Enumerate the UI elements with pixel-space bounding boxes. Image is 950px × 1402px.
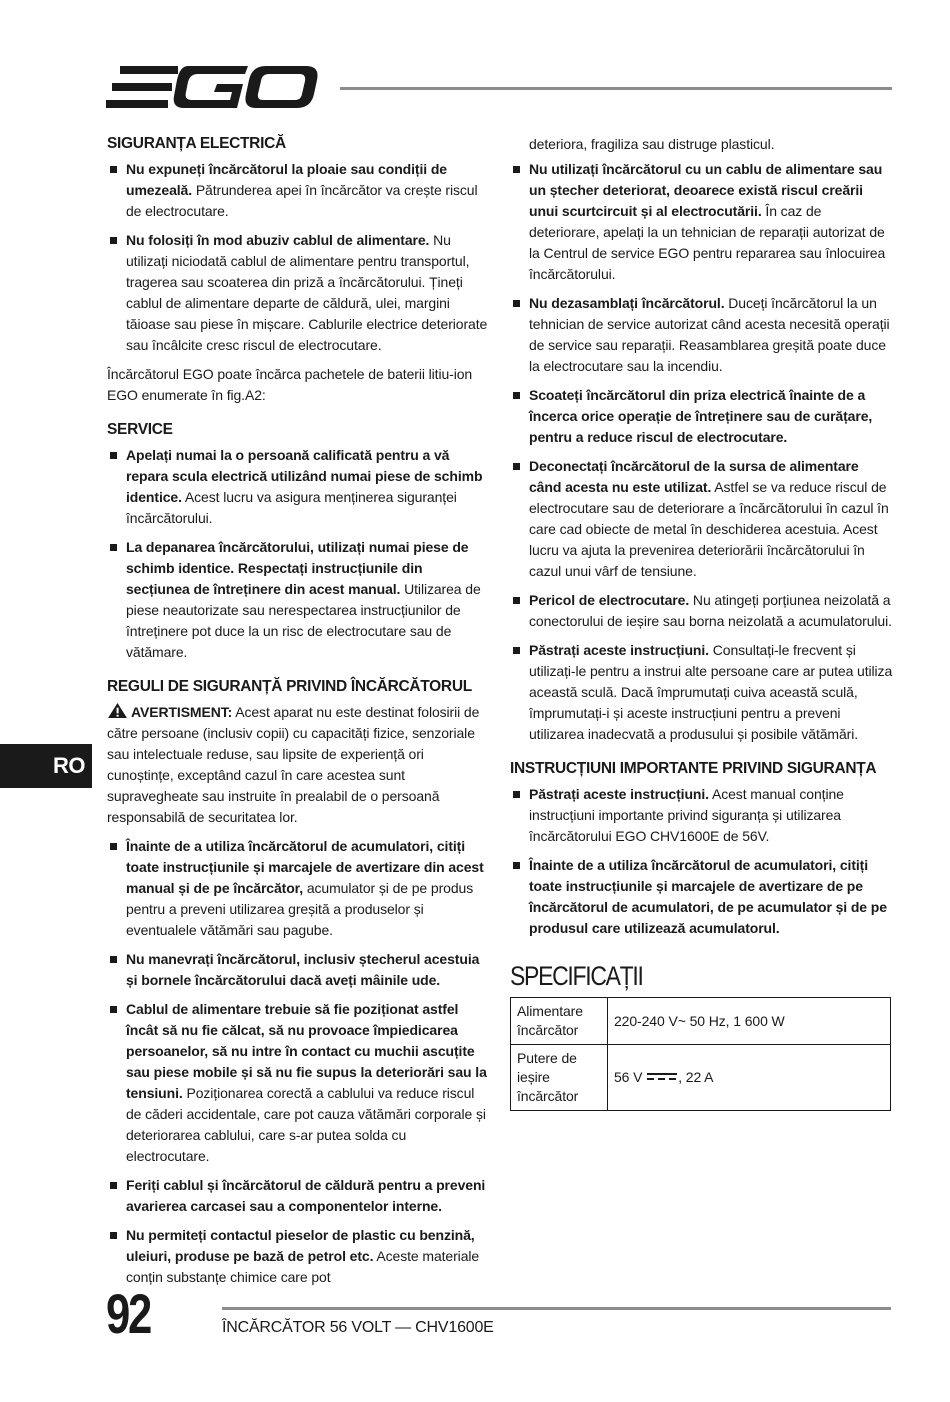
footer-rule — [222, 1307, 891, 1310]
list-item: Scoateți încărcătorul din priza electrică înainte de a încerca orice operație de întreținere sau de curățare, pentru a reduce riscul de electrocutare. — [510, 385, 893, 448]
list-item: Înainte de a utiliza încărcătorul de acumulatori, citiți toate instrucțiunile și marcajele de avertizare din acest manual și de pe încărcător, acumulator și de pe produs pentru a preveni utilizarea greșită a produselor și eventualele vătămări sau pagube. — [107, 836, 489, 941]
list-item: Nu permiteți contactul pieselor de plastic cu benzină, uleiuri, produse pe bază de petrol etc. Aceste materiale conțin substanțe chimice care pot — [107, 1225, 489, 1288]
list-item: Păstrați aceste instrucțiuni. Consultați-le frecvent și utilizați-le pentru a instrui alte persoane care ar putea utiliza această sculă. Dacă împrumutați cuiva această sculă, împrumutați-i și aceste instrucțiuni pentru a preveni utilizarea inadecvată a produsului și posibile vătămări. — [510, 640, 893, 745]
spec-label-input: Alimentare încărcător — [511, 998, 608, 1045]
section-title-charger-rules: REGULI DE SIGURANȚĂ PRIVIND ÎNCĂRCĂTORUL — [107, 678, 472, 695]
section-title-electrical-safety: SIGURANȚA ELECTRICĂ — [107, 135, 286, 152]
list-item: Păstrați aceste instrucțiuni. Acest manual conține instrucțiuni importante privind siguranța și utilizarea încărcătorului EGO CHV1600E de 56V. — [510, 784, 893, 847]
list-item: Nu manevrați încărcătorul, inclusiv ștecherul acestuia și bornele încărcătorului dacă aveți mâinile ude. — [107, 949, 489, 991]
ego-logo — [106, 64, 320, 110]
warning-triangle-icon — [107, 702, 128, 719]
table-row — [511, 998, 891, 1045]
dc-current-icon — [647, 1072, 677, 1082]
list-item: Înainte de a utiliza încărcătorul de acumulatori, citiți toate instrucțiunile și marcajele de avertizare de pe încărcătorul de acumulatori, de pe acumulator și de pe produsul care utilizează acumulatorul. — [510, 855, 893, 939]
spec-value-output: 56 V , 22 A — [608, 1045, 891, 1111]
list-item: Nu utilizați încărcătorul cu un cablu de alimentare sau un ștecher deteriorat, deoarece există riscul creării unui scurtcircuit și al electrocutării. În caz de deteriorare, apelați la un tehnician de reparații autorizat de la Centrul de service EGO pentru repararea sau înlocuirea încărcătorului. — [510, 159, 893, 285]
list-item: Pericol de electrocutare. Nu atingeți porțiunea neizolată a conectorului de ieșire sau borna neizolată a acumulatorului. — [510, 590, 893, 632]
list-item: La depanarea încărcătorului, utilizați numai piese de schimb identice. Respectați instrucțiunile din secțiunea de întreținere din acest manual. Utilizarea de piese neautorizate sau nerespectarea instrucțiunilor de întreținere pot duce la un risc de electrocutare sau de vătămare. — [107, 537, 489, 663]
page-number: 92 — [106, 1282, 150, 1345]
list-item: Deconectați încărcătorul de la sursa de alimentare când acesta nu este utilizat. Astfel se va reduce riscul de electrocutare sau de deteriorare a încărcătorului în cazul în care cad obiecte de metal în deschiderea acestuia. Acest lucru va ajuta la prevenirea deteriorării încărcătorului în cazul unui vârf de tensiune. — [510, 456, 893, 582]
charger-rules-list-continued — [510, 159, 893, 745]
specifications-title: SPECIFICAȚII — [510, 961, 643, 991]
warning-label: AVERTISMENT: — [131, 704, 233, 720]
list-item: Feriți cablul și încărcătorul de căldură pentru a preveni avarierea carcasei sau a componentelor interne. — [107, 1175, 489, 1217]
spec-label-output: Putere de ieșire încărcător — [511, 1045, 608, 1111]
specifications-table — [510, 997, 891, 1111]
left-column — [107, 134, 489, 1296]
language-tab-label: RO — [53, 753, 85, 778]
spec-value-input: 220-240 V~ 50 Hz, 1 600 W — [608, 998, 891, 1045]
list-item: Nu folosiți în mod abuziv cablul de alimentare. Nu utilizați niciodată cablul de alimentare pentru transportul, tragerea sau scoaterea din priză a încărcătorului. Țineți cablul de alimentare departe de căldură, ulei, margini tăioase sau piese în mișcare. Cablurile electrice deteriorate sau încâlcite cresc riscul de electrocutare. — [107, 230, 489, 356]
footer-text: ÎNCĂRCĂTOR 56 VOLT — CHV1600E — [222, 1319, 494, 1336]
section-title-service: SERVICE — [107, 421, 173, 438]
table-row — [511, 1045, 891, 1111]
language-tab — [0, 744, 92, 788]
battery-compat-paragraph: Încărcătorul EGO poate încărca pachetele de baterii litiu-ion EGO enumerate în fig.A2: — [107, 366, 473, 403]
warning-paragraph: AVERTISMENT: Acest aparat nu este destinat folosirii de către persoane (inclusiv copii) cu capacități fizice, senzoriale sau intelectuale reduse, sau lipsite de experiență ori cunoștințe, exceptând cazul în care acestea sunt supravegheate sau instruite în prealabil de o persoană responsabilă de securitatea lor. — [107, 704, 480, 825]
list-item: Nu expuneți încărcătorul la ploaie sau condiții de umezeală. Pătrunderea apei în încărcător va crește riscul de electrocutare. — [107, 159, 489, 222]
continued-text: deteriora, fragiliza sau distruge plasticul. — [529, 136, 775, 152]
list-item: Nu dezasamblați încărcătorul. Duceți încărcătorul la un tehnician de service autorizat când acesta necesită operații de service sau reparații. Reasamblarea greșită poate duce la electrocutare sau la incendiu. — [510, 293, 893, 377]
right-column — [510, 134, 893, 1111]
list-item: Cablul de alimentare trebuie să fie poziționat astfel încât să nu fie călcat, să nu provoace împiedicarea persoanelor, să nu intre în contact cu muchii ascuțite sau piese mobile și să nu fie supus la deteriorări sau la tensiuni. Poziționarea corectă a cablului va reduce riscul de căderi accidentale, care pot cauza vătămări corporale și deteriorarea cablului, care s-ar putea solda cu electrocutare. — [107, 999, 489, 1167]
charger-rules-list — [107, 836, 489, 1288]
header-rule — [340, 87, 892, 90]
electrical-safety-list — [107, 159, 489, 356]
service-list — [107, 445, 489, 663]
section-title-important-safety: INSTRUCȚIUNI IMPORTANTE PRIVIND SIGURANȚA — [510, 760, 877, 777]
list-item: Apelați numai la o persoană calificată pentru a vă repara scula electrică utilizând numai piese de schimb identice. Acest lucru va asigura menținerea siguranței încărcătorului. — [107, 445, 489, 529]
important-safety-list — [510, 784, 893, 939]
